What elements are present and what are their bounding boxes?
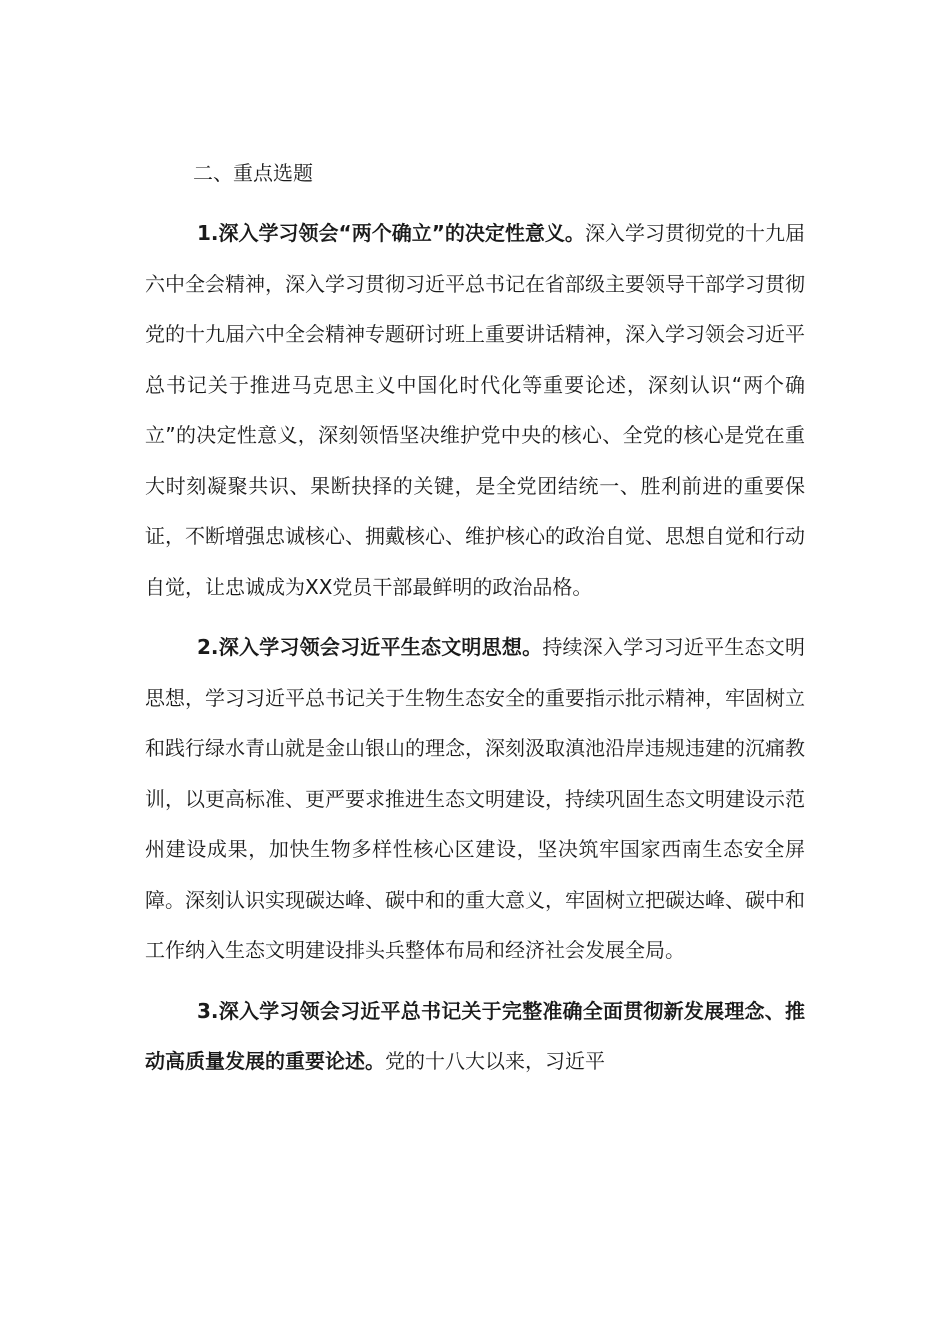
paragraph-1-lead: 1.深入学习领会“两个确立”的决定性意义。 <box>197 221 585 245</box>
paragraph-3-body: 党的十八大以来，习近平 <box>385 1049 605 1073</box>
paragraph-2-body: 持续深入学习习近平生态文明思想，学习习近平总书记关于生物生态安全的重要指示批示精神，牢固树立和践行绿水青山就是金山银山的理念，深刻汲取滇池沿岸违规违建的沉痛教训，以更高标准、更严要求推进生态文明建设，持续巩固生态文明建设示范州建设成果，加快生物多样性核心区建设，坚决筑牢国家西南生态安全屏障。深刻认识实现碳达峰、碳中和的重大意义，牢固树立把碳达峰、碳中和工作纳入生态文明建设排头兵整体布局和经济社会发展全局。 <box>145 635 806 962</box>
document-body <box>145 148 805 1087</box>
paragraph-1-body: 深入学习贯彻党的十九届六中全会精神，深入学习贯彻习近平总书记在省部级主要领导干部学习贯彻党的十九届六中全会精神专题研讨班上重要讲话精神，深入学习领会习近平总书记关于推进马克思主义中国化时代化等重要论述，深刻认识“两个确立”的决定性意义，深刻领悟坚决维护党中央的核心、全党的核心是党在重大时刻凝聚共识、果断抉择的关键，是全党团结统一、胜利前进的重要保证，不断增强忠诚核心、拥戴核心、维护核心的政治自觉、思想自觉和行动自觉，让忠诚成为XX党员干部最鲜明的政治品格。 <box>145 221 806 599</box>
paragraph-3 <box>145 986 805 1087</box>
paragraph-2-lead: 2.深入学习领会习近平生态文明思想。 <box>197 635 543 659</box>
paragraph-1 <box>145 208 805 612</box>
paragraph-3-lead: 3.深入学习领会习近平总书记关于完整准确全面贯彻新发展理念、推动高质量发展的重要论述。 <box>145 998 805 1073</box>
section-heading: 二、重点选题 <box>193 161 313 185</box>
paragraph-2 <box>145 622 805 976</box>
